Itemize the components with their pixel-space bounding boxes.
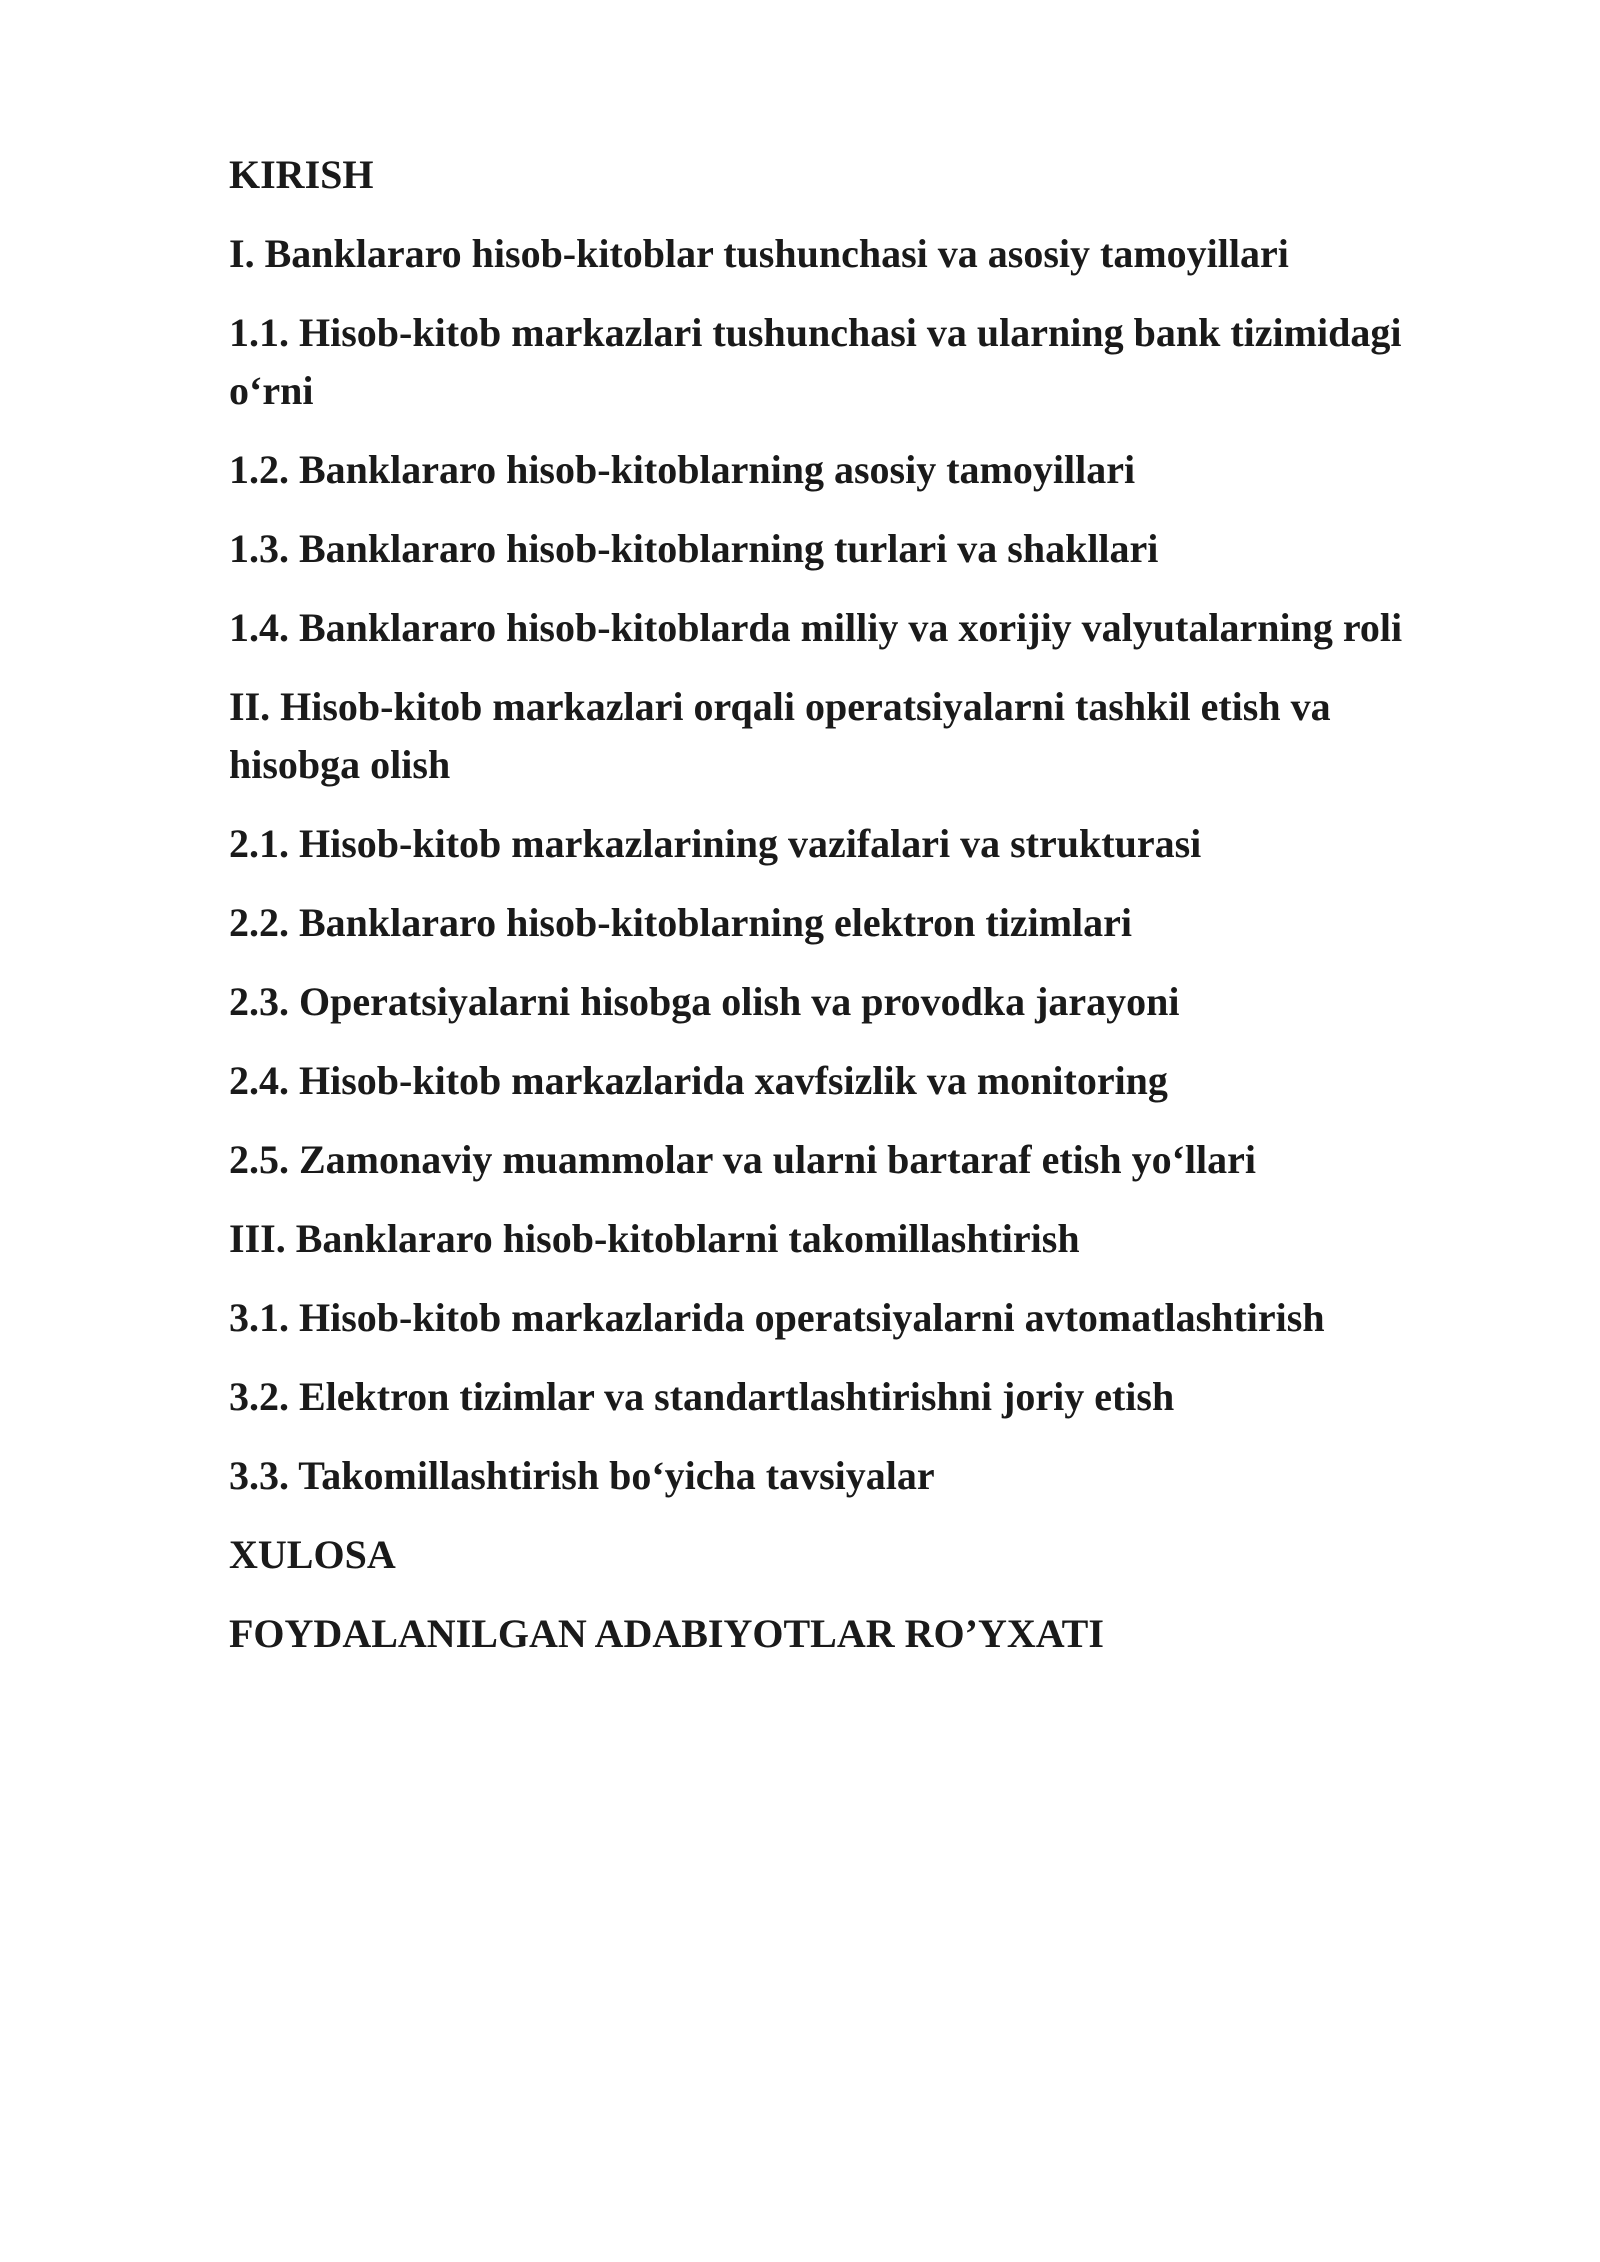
toc-entry-section-1-4: 1.4. Banklararo hisob-kitoblarda milliy va xorijiy valyutalarning roli [229, 605, 1403, 650]
table-of-contents [229, 146, 1449, 1684]
toc-entry-section-1-2: 1.2. Banklararo hisob-kitoblarning asosiy tamoyillari [229, 447, 1136, 492]
toc-entry-conclusion: XULOSA [229, 1532, 396, 1577]
toc-entry-chapter-3: III. Banklararo hisob-kitoblarni takomillashtirish [229, 1216, 1080, 1261]
toc-entry-section-2-2: 2.2. Banklararo hisob-kitoblarning elektron tizimlari [229, 900, 1133, 945]
toc-entry-section-2-3: 2.3. Operatsiyalarni hisobga olish va provodka jarayoni [229, 979, 1180, 1024]
toc-entry-intro: KIRISH [229, 152, 374, 197]
toc-entry-chapter-1: I. Banklararo hisob-kitoblar tushunchasi va asosiy tamoyillari [229, 231, 1289, 276]
toc-entry-section-3-1: 3.1. Hisob-kitob markazlarida operatsiyalarni avtomatlashtirish [229, 1295, 1325, 1340]
toc-entry-references: FOYDALANILGAN ADABIYOTLAR RO’YXATI [229, 1611, 1104, 1656]
toc-entry-section-2-1: 2.1. Hisob-kitob markazlarining vazifalari va strukturasi [229, 821, 1202, 866]
toc-entry-section-1-3: 1.3. Banklararo hisob-kitoblarning turlari va shakllari [229, 526, 1159, 571]
toc-entry-chapter-2: II. Hisob-kitob markazlari orqali operatsiyalarni tashkil etish va hisobga olish [229, 684, 1331, 787]
toc-entry-section-1-1: 1.1. Hisob-kitob markazlari tushunchasi va ularning bank tizimidagi o‘rni [229, 310, 1402, 413]
toc-entry-section-2-5: 2.5. Zamonaviy muammolar va ularni bartaraf etish yo‘llari [229, 1137, 1256, 1182]
toc-entry-section-2-4: 2.4. Hisob-kitob markazlarida xavfsizlik va monitoring [229, 1058, 1168, 1103]
toc-entry-section-3-3: 3.3. Takomillashtirish bo‘yicha tavsiyalar [229, 1453, 935, 1498]
toc-entry-section-3-2: 3.2. Elektron tizimlar va standartlashtirishni joriy etish [229, 1374, 1175, 1419]
